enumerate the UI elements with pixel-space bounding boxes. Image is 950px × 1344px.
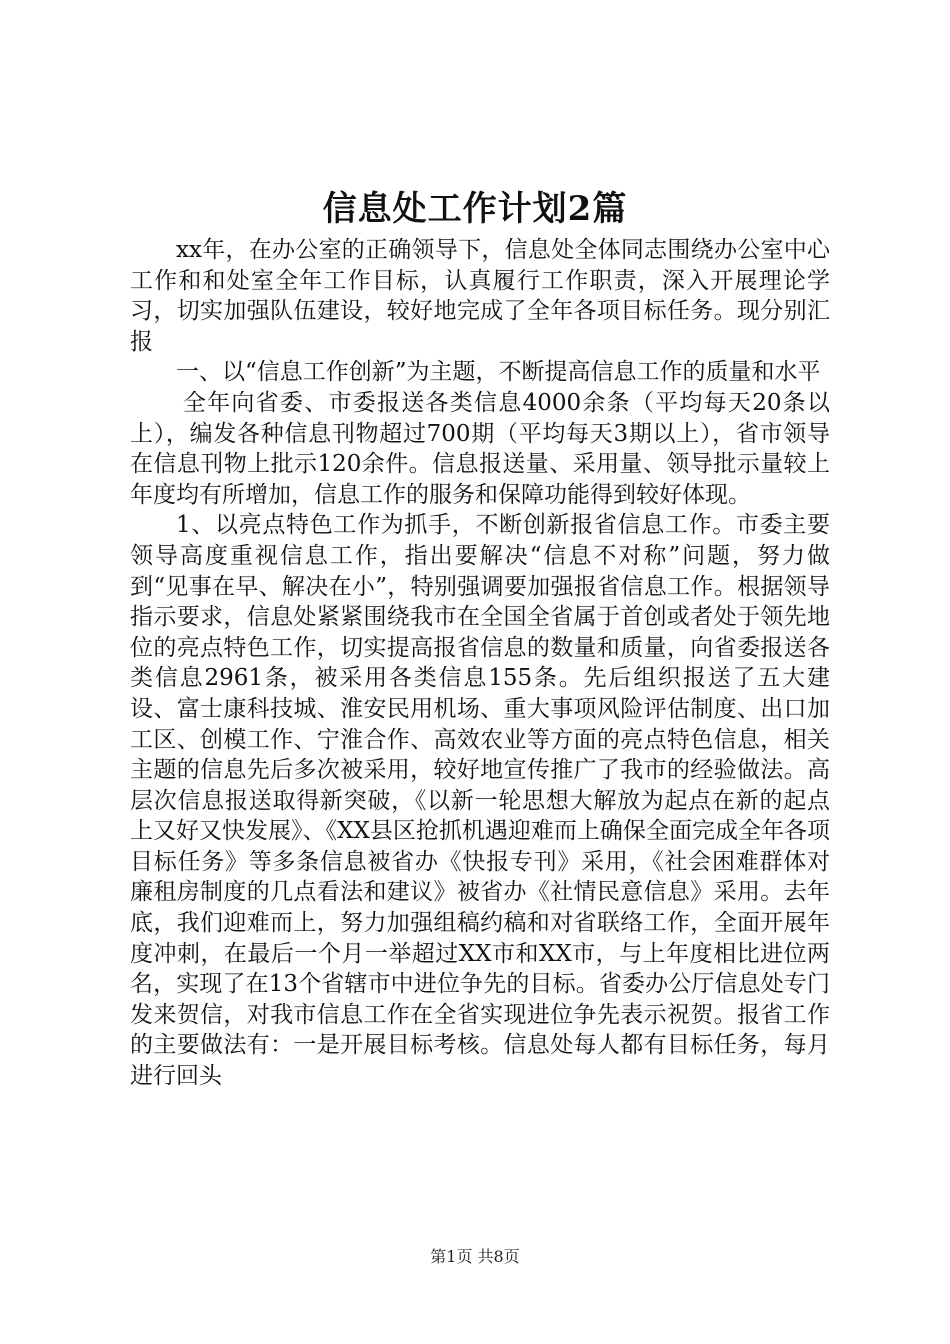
paragraph-intro: xx年，在办公室的正确领导下，信息处全体同志围绕办公室中心工作和和处室全年工作目标，认真履行工作职责，深入开展理论学习，切实加强队伍建设，较好地完成了全年各项目标任务。现分别汇报 — [130, 237, 830, 355]
page-number-footer: 第1页 共8页 — [430, 1247, 520, 1266]
document-title: 信息处工作计划2篇 — [322, 189, 628, 229]
paragraph-section-heading: 一、以“信息工作创新”为主题，不断提高信息工作的质量和水平 — [176, 359, 821, 386]
paragraph-item-1: 1、以亮点特色工作为抓手，不断创新报省信息工作。市委主要领导高度重视信息工作，指出要解决“信息不对称”问题，努力做到“见事在早、解决在小”，特别强调要加强报省信息工作。根据领导指示要求，信息处紧紧围绕我市在全国全省属于首创或者处于领先地位的亮点特色工作，切实提高报省信息的数量和质量，向省委报送各类信息2961条，被采用各类信息155条。先后组织报送了五大建设、富士康科技城、淮安民用机场、重大事项风险评估制度、出口加工区、创模工作、宁淮合作、高效农业等方面的亮点特色信息，相关主题的信息先后多次被采用，较好地宣传推广了我市的经验做法。高层次信息报送取得新突破，《以新一轮思想大解放为起点在新的起点上又好又快发展》、《XX县区抢抓机遇迎难而上确保全面完成全年各项目标任务》等多条信息被省办《快报专刊》采用，《社会困难群体对廉租房制度的几点看法和建议》被省办《社情民意信息》采用。去年底，我们迎难而上，努力加强组稿约稿和对省联络工作，全面开展年度冲刺，在最后一个月一举超过XX市和XX市，与上年度相比进位两名，实现了在13个省辖市中进位争先的目标。省委办公厅信息处专门发来贺信，对我市信息工作在全省实现进位争先表示祝贺。报省工作的主要做法有：一是开展目标考核。信息处每人都有目标任务，每月进行回头 — [130, 512, 830, 1090]
paragraph-summary: 全年向省委、市委报送各类信息4000余条（平均每天20条以上），编发各种信息刊物超过700期（平均每天3期以上），省市领导在信息刊物上批示120余件。信息报送量、采用量、领导批示量较上年度均有所增加，信息工作的服务和保障功能得到较好体现。 — [130, 389, 830, 508]
document-body — [130, 235, 830, 1092]
